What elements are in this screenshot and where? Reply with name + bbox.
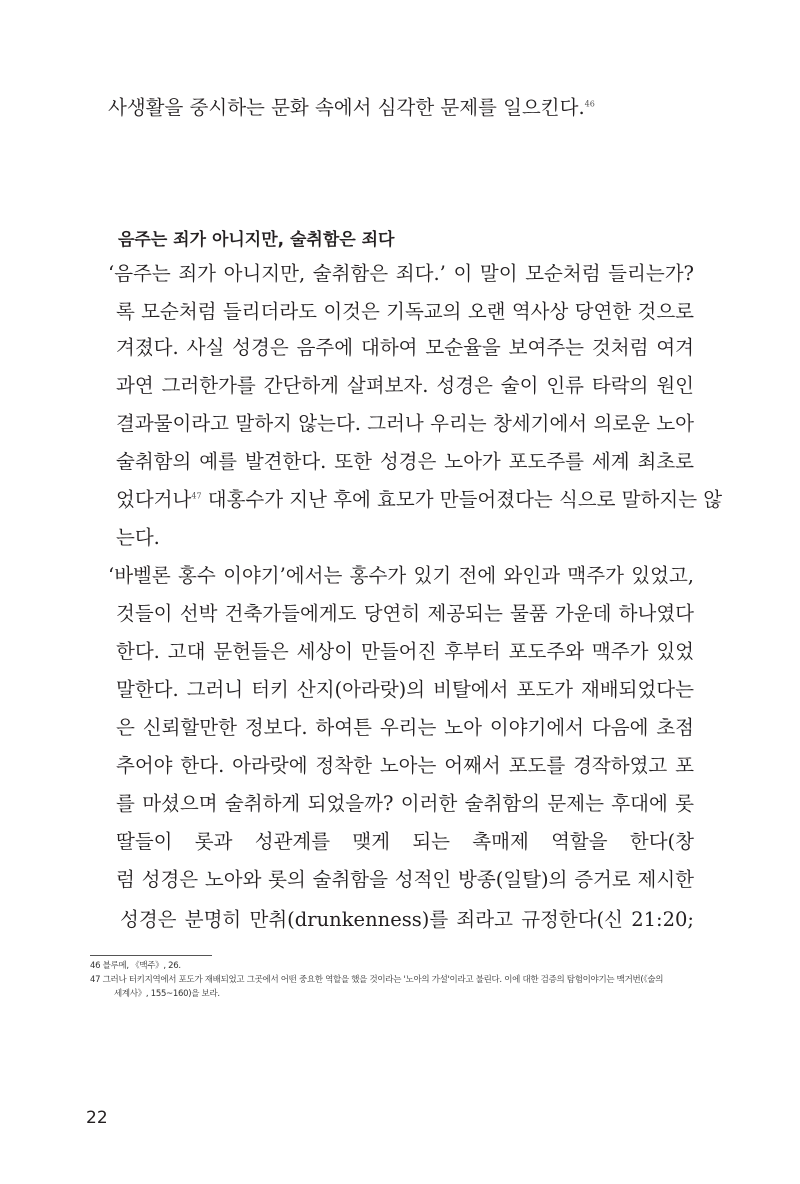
para1-line-7-after: 대홍수가 지난 후에 효모가 만들어졌다는 식으로 말하지는 않: [201, 488, 723, 511]
para2-line-9: 럼 성경은 노아와 롯의 술취함을 성적인 방종(일탈)의 증거로 제시한: [116, 868, 694, 891]
para3-line-1: 성경은 분명히 만취(drunkenness)를 죄라고 규정한다(신 21:20;: [120, 908, 694, 931]
para2-line-3: 한다. 고대 문헌들은 세상이 만들어진 후부터 포도주와 맥주가 있었: [116, 640, 694, 663]
intro-line: [108, 94, 694, 122]
footnote-47-line-1: 47 그러나 터키지역에서 포도가 재배되었고 그곳에서 어떤 중요한 역할을 했을 것이라는 '노아의 가설'이라고 불린다. 이에 대한 검증의 탐험이야기는 맥거번(《술의: [90, 975, 664, 985]
footnote-divider: [90, 955, 212, 956]
para1-line-7: [116, 486, 723, 514]
para1-line-1: ‘음주는 죄가 아니지만, 술취함은 죄다.’ 이 말이 모순처럼 들리는가?: [108, 262, 694, 285]
para2-line-8: 딸들이 롯과 성관계를 맺게 되는 촉매제 역할을 한다(창: [116, 830, 694, 853]
para2-line-1: ‘바벨론 홍수 이야기’에서는 홍수가 있기 전에 와인과 맥주가 있었고,: [108, 564, 694, 587]
para1-line-6: 술취함의 예를 발견한다. 또한 성경은 노아가 포도주를 세계 최초로: [116, 450, 694, 473]
para2-line-7: 를 마셨으며 술취하게 되었을까? 이러한 술취함의 문제는 후대에 롯: [116, 792, 694, 815]
para1-line-8: 는다.: [116, 526, 160, 549]
intro-text: 사생활을 중시하는 문화 속에서 심각한 문제를 일으킨다.: [108, 96, 585, 119]
footnote-47-line-2: 세계사》, 155~160)을 보라.: [114, 989, 220, 999]
para2-line-5: 은 신뢰할만한 정보다. 하여튼 우리는 노아 이야기에서 다음에 초점: [116, 716, 694, 739]
para1-line-7-before: 었다거나: [116, 488, 192, 511]
page-number: 22: [86, 1108, 108, 1128]
para2-line-2: 것들이 선박 건축가들에게도 당연히 제공되는 물품 가운데 하나였다: [116, 602, 694, 625]
footnote-46: 46 블루메, 《맥주》, 26.: [90, 961, 181, 971]
section-heading: 음주는 죄가 아니지만, 술취함은 죄다: [118, 230, 395, 250]
para1-line-3: 겨졌다. 사실 성경은 음주에 대하여 모순율을 보여주는 것처럼 여겨: [116, 336, 694, 359]
para1-line-2: 록 모순처럼 들리더라도 이것은 기독교의 오랜 역사상 당연한 것으로: [116, 300, 694, 323]
para2-line-4: 말한다. 그러니 터키 산지(아라랏)의 비탈에서 포도가 재배되었다는: [116, 678, 694, 701]
para1-line-4: 과연 그러한가를 간단하게 살펴보자. 성경은 술이 인류 타락의 원인: [116, 374, 694, 397]
footnote-ref-46[interactable]: 46: [584, 99, 595, 109]
para1-line-5: 결과물이라고 말하지 않는다. 그러나 우리는 창세기에서 의로운 노아: [116, 412, 694, 435]
para2-line-6: 추어야 한다. 아라랏에 정착한 노아는 어째서 포도를 경작하였고 포: [116, 754, 694, 777]
footnote-ref-47[interactable]: 47: [191, 491, 202, 501]
